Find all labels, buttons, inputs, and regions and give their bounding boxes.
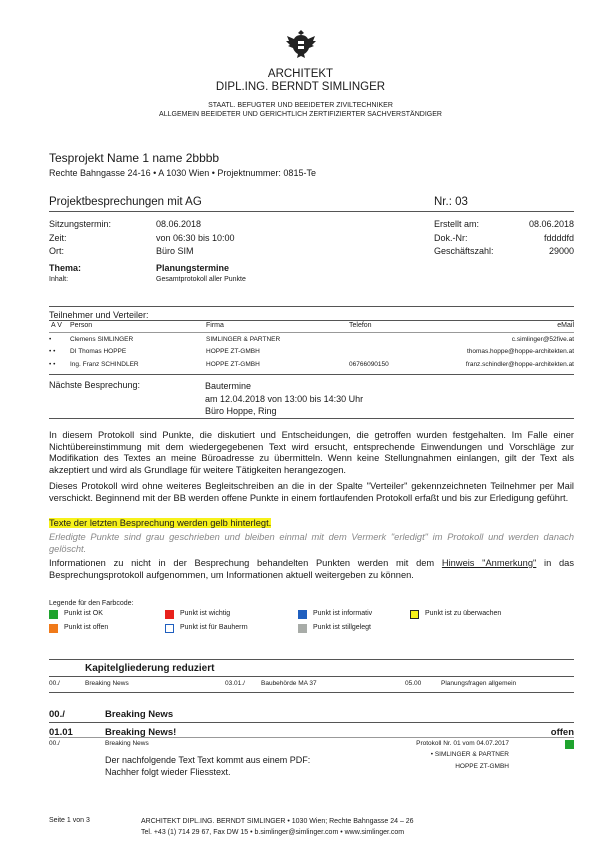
item-title: Breaking News xyxy=(105,740,149,747)
col-telefon: Telefon xyxy=(349,322,372,329)
letterhead-title-2: DIPL.ING. BERNDT SIMLINGER xyxy=(215,81,386,93)
toc-entries xyxy=(49,680,574,690)
field-label: Erstellt am: xyxy=(434,219,480,229)
toc-num: 05.00 xyxy=(405,680,422,687)
toc-title[interactable]: Breaking News xyxy=(85,680,129,687)
section-number: 00./ xyxy=(49,709,65,720)
col-person: Person xyxy=(70,322,93,329)
legend-swatch xyxy=(298,624,307,633)
company: HOPPE ZT-GMBH xyxy=(206,361,260,368)
legend xyxy=(49,610,574,634)
distribution-marks: • • xyxy=(49,348,56,355)
legend-swatch xyxy=(165,610,174,619)
table-row xyxy=(49,361,574,371)
next-meeting-time: am 12.04.2018 von 13:00 bis 14:30 Uhr xyxy=(205,393,364,404)
footer-contact: Tel. +43 (1) 714 29 67, Fax DW 15 • b.simlinger@simlinger.com • www.simlinger.com xyxy=(141,828,405,836)
person-name: DI Thomas HOPPE xyxy=(70,348,127,355)
email-link[interactable]: franz.schindler@hoppe-architekten.at xyxy=(465,361,574,368)
email-link[interactable]: c.simlinger@52five.at xyxy=(511,336,574,343)
col-av: A V xyxy=(51,322,62,329)
table-row xyxy=(49,348,574,358)
protocol-fields-left xyxy=(49,218,235,259)
company: SIMLINGER & PARTNER xyxy=(206,336,281,343)
next-meeting-label: Nächste Besprechung: xyxy=(49,380,141,390)
person-name: Clemens SIMLINGER xyxy=(70,336,134,343)
field-value: 29000 xyxy=(548,246,574,256)
highlight-note: Texte der letzten Besprechung werden gelb hinterlegt. xyxy=(49,518,272,528)
project-name: Tesprojekt Name 1 name 2bbbb xyxy=(49,151,220,165)
footer-address: ARCHITEKT DIPL.ING. BERNDT SIMLINGER • 1030 Wien; Rechte Bahngasse 24 – 26 xyxy=(141,818,414,825)
grey-note: Erledigte Punkte sind grau geschrieben und bleiben einmal mit dem Vermerk "erledigt" im Protokoll und werden danach gelöscht. xyxy=(49,532,574,554)
page-number: Seite 1 von 3 xyxy=(49,817,90,824)
field-value: fddddfd xyxy=(543,232,574,243)
legend-label: Punkt ist informativ xyxy=(313,610,373,617)
toc-num: 00./ xyxy=(49,680,60,687)
field-label: Dok.-Nr: xyxy=(434,232,468,243)
legend-label: Punkt ist OK xyxy=(64,610,103,617)
inhalt-value: Gesamtprotokoll aller Punkte xyxy=(156,276,246,283)
legend-swatch xyxy=(298,610,307,619)
coat-of-arms-logo xyxy=(284,27,318,61)
letterhead-title-1: ARCHITEKT xyxy=(267,68,334,80)
legend-label: Punkt ist für Bauherrn xyxy=(180,624,248,631)
legend-swatch xyxy=(410,610,419,619)
letterhead-sub-1: STAATL. BEFUGTER UND BEEIDETER ZIVILTECHNIKER xyxy=(208,102,393,109)
item-company-1: • SIMLINGER & PARTNER xyxy=(430,751,509,758)
participants-heading: Teilnehmer und Verteiler: xyxy=(49,310,149,320)
phone: 06766090150 xyxy=(349,361,389,368)
item-text-1: Der nachfolgende Text Text kommt aus einem PDF: xyxy=(105,755,311,765)
legend-label: Punkt ist wichtig xyxy=(180,610,231,617)
toc-num: 03.01./ xyxy=(225,680,245,687)
table-row xyxy=(49,336,574,346)
col-email: eMail xyxy=(557,322,574,329)
legend-title: Legende für den Farbcode: xyxy=(49,600,134,607)
field-value: 08.06.2018 xyxy=(156,219,202,229)
legend-swatch xyxy=(49,610,58,619)
company: HOPPE ZT-GMBH xyxy=(206,348,260,355)
protocol-fields-right xyxy=(434,218,574,259)
toc-title[interactable]: Planungsfragen allgemein xyxy=(441,680,517,687)
legend-label: Punkt ist stillgelegt xyxy=(313,624,371,631)
item-text-2: Nachher folgt wieder Fliesstext. xyxy=(105,767,231,777)
legend-swatch xyxy=(165,624,174,633)
item-company-2: HOPPE ZT-GMBH xyxy=(455,763,509,770)
distribution-marks: • • xyxy=(49,361,56,368)
legend-swatch xyxy=(49,624,58,633)
next-meeting-topic: Bautermine xyxy=(205,381,252,391)
subsection-title: Breaking News! xyxy=(105,727,177,738)
next-meeting-place: Büro Hoppe, Ring xyxy=(205,406,277,416)
project-address: Rechte Bahngasse 24-16 • A 1030 Wien • Projektnummer: 0815-Te xyxy=(49,168,316,178)
item-number: 00./ xyxy=(49,740,60,747)
item-protocol-ref: Protokoll Nr. 01 vom 04.07.2017 xyxy=(416,740,509,747)
field-label: Ort: xyxy=(49,246,64,256)
field-label: Geschäftszahl: xyxy=(434,246,494,256)
thema-label: Thema: xyxy=(49,263,82,273)
field-label: Zeit: xyxy=(49,232,67,243)
field-value: Büro SIM xyxy=(156,246,194,256)
thema-value: Planungstermine xyxy=(156,263,230,273)
person-name: Ing. Franz SCHINDLER xyxy=(70,361,139,368)
field-value: 08.06.2018 xyxy=(528,219,574,229)
intro-p3-text: Informationen zu nicht in der Besprechung behandelten Punkten werden mit dem xyxy=(49,558,435,568)
intro-paragraph-2: Dieses Protokoll wird ohne weiteres Begleitschreiben an die in der Spalte "Verteiler" gekennzeichneten Teilnehmer per Mail verschickt. Beginnend mit der BB werden offene Punkte in einem fortlaufenden Protokoll erfaßt und bis zur Erledigung geführt. xyxy=(49,481,574,503)
toc-title[interactable]: Baubehörde MA 37 xyxy=(261,680,317,687)
distribution-marks: • xyxy=(49,336,52,343)
legend-label: Punkt ist offen xyxy=(64,624,109,631)
field-value: von 06:30 bis 10:00 xyxy=(156,232,235,243)
col-firma: Firma xyxy=(206,322,224,329)
intro-p3-text-end: in das Besprechungsprotokoll aufgenommen, um Informationen aktuell weitergeben zu können. xyxy=(49,558,574,580)
status-square xyxy=(565,740,574,749)
field-label: Sitzungstermin: xyxy=(49,219,112,229)
status-text: offen xyxy=(550,727,574,738)
intro-paragraph-1: In diesem Protokoll sind Punkte, die diskutiert und Entscheidungen, die getroffen wurden festgehalten. Im Falle einer Nichtübereinstimmung mit dem wiedergegebenen Text wird ersucht, entsprechende Einwendungen und Vorschläge zur Modifikation des Textes an meine Büroadresse zu übermitteln. Wenn keine Stellungnahmen einlangen, gilt der Text als akzeptiert und wird als Grundlage für weitere Tätigkeiten herangezogen. xyxy=(49,430,574,476)
email-link[interactable]: thomas.hoppe@hoppe-architekten.at xyxy=(466,348,574,355)
protocol-title: Projektbesprechungen mit AG xyxy=(49,196,202,208)
toc-heading: Kapitelgliederung reduziert xyxy=(85,663,215,674)
anmerkung-link[interactable]: Hinweis "Anmerkung" xyxy=(441,558,537,568)
inhalt-label: Inhalt: xyxy=(49,276,69,283)
subsection-number: 01.01 xyxy=(49,727,73,738)
intro-paragraph-3 xyxy=(49,558,574,581)
section-title: Breaking News xyxy=(105,709,174,720)
letterhead-sub-2: ALLGEMEIN BEEIDETER UND GERICHTLICH ZERTIFIZIERTER SACHVERSTÄNDIGER xyxy=(159,111,442,118)
legend-label: Punkt ist zu überwachen xyxy=(425,610,502,617)
protocol-number: Nr.: 03 xyxy=(434,196,468,208)
